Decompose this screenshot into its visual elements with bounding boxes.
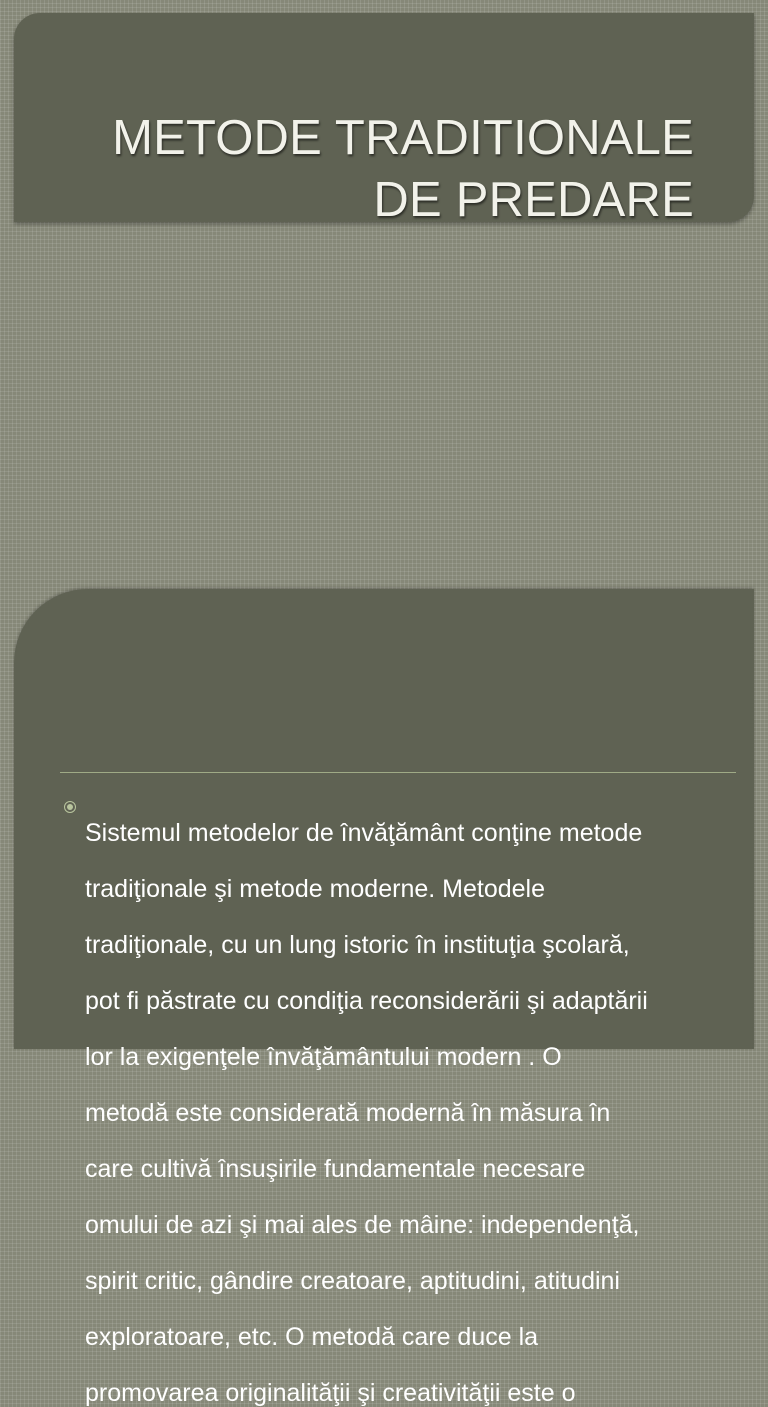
title-line-1: METODE TRADITIONALE xyxy=(112,111,694,165)
body-line: tradiţionale şi metode moderne. Metodele xyxy=(85,875,545,903)
bullet-icon xyxy=(64,801,76,813)
body-line: tradiţionale, cu un lung istoric în instituţia şcolară, xyxy=(85,931,630,959)
body-line: promovarea originalităţii şi creativităţii este o xyxy=(85,1379,576,1407)
body-line: exploratoare, etc. O metodă care duce la xyxy=(85,1323,539,1351)
body-line: care cultivă însuşirile fundamentale necesare xyxy=(85,1155,586,1183)
title-line-2: DE PREDARE xyxy=(373,173,694,227)
title-panel xyxy=(14,13,754,227)
body-line: pot fi păstrate cu condiţia reconsiderării şi adaptării xyxy=(85,987,648,1015)
body-line: omului de azi şi mai ales de mâine: independenţă, xyxy=(85,1211,640,1239)
body-line: spirit critic, gândire creatoare, aptitudini, atitudini xyxy=(85,1267,620,1295)
body-line: metodă este considerată modernă în măsura în xyxy=(85,1099,611,1127)
bullet-paragraph xyxy=(85,791,745,1407)
content-panel xyxy=(14,589,754,1407)
title-divider xyxy=(60,772,736,773)
body-line: lor la exigenţele învăţământului modern . O xyxy=(85,1043,562,1071)
slide-content xyxy=(0,512,768,1407)
slide-title-text xyxy=(54,107,694,231)
slide-title xyxy=(0,0,768,512)
body-line: Sistemul metodelor de învăţământ conţine metode xyxy=(85,819,643,847)
